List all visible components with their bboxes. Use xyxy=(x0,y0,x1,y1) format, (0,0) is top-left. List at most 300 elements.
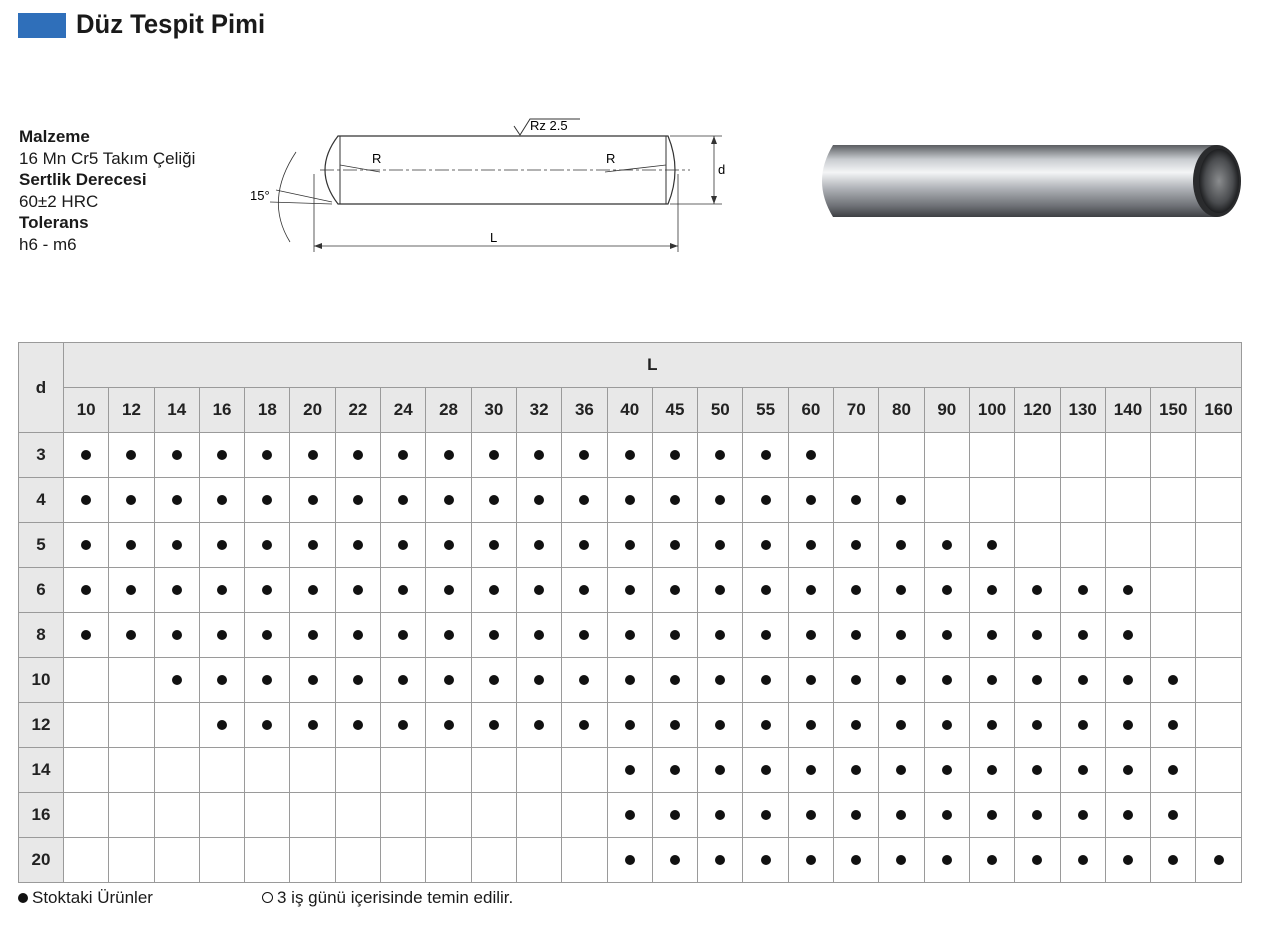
availability-cell xyxy=(924,748,969,793)
availability-cell xyxy=(743,568,788,613)
availability-cell xyxy=(154,523,199,568)
diameter-cell: 6 xyxy=(19,568,64,613)
in-stock-dot-icon xyxy=(1032,585,1042,595)
availability-cell xyxy=(1060,793,1105,838)
availability-cell xyxy=(607,703,652,748)
availability-cell xyxy=(245,658,290,703)
availability-cell xyxy=(516,433,561,478)
availability-cell xyxy=(381,793,426,838)
availability-cell xyxy=(154,613,199,658)
availability-cell xyxy=(1015,703,1060,748)
in-stock-dot-icon xyxy=(489,630,499,640)
in-stock-dot-icon xyxy=(81,585,91,595)
availability-cell xyxy=(607,838,652,883)
in-stock-dot-icon xyxy=(308,720,318,730)
availability-cell xyxy=(381,568,426,613)
availability-cell xyxy=(1105,613,1150,658)
length-header: 90 xyxy=(924,388,969,433)
length-header: 140 xyxy=(1105,388,1150,433)
in-stock-dot-icon xyxy=(1032,810,1042,820)
availability-cell xyxy=(516,523,561,568)
availability-cell xyxy=(335,658,380,703)
in-stock-dot-icon xyxy=(987,720,997,730)
availability-cell xyxy=(154,748,199,793)
in-stock-dot-icon xyxy=(670,450,680,460)
availability-cell xyxy=(109,433,154,478)
availability-cell xyxy=(969,703,1014,748)
availability-cell xyxy=(1196,703,1241,748)
availability-cell xyxy=(199,838,244,883)
availability-cell xyxy=(1105,838,1150,883)
availability-cell xyxy=(834,523,879,568)
availability-cell xyxy=(969,613,1014,658)
in-stock-dot-icon xyxy=(172,495,182,505)
in-stock-dot-icon xyxy=(715,810,725,820)
technical-drawing xyxy=(240,110,740,260)
availability-cell xyxy=(335,523,380,568)
availability-cell xyxy=(516,703,561,748)
in-stock-dot-icon xyxy=(625,585,635,595)
in-stock-dot-icon xyxy=(308,585,318,595)
in-stock-dot-icon xyxy=(217,495,227,505)
availability-cell xyxy=(471,793,516,838)
availability-cell xyxy=(969,793,1014,838)
availability-cell xyxy=(1151,478,1196,523)
availability-cell xyxy=(879,613,924,658)
availability-cell xyxy=(1196,568,1241,613)
in-stock-dot-icon xyxy=(851,855,861,865)
availability-cell xyxy=(562,838,607,883)
availability-cell xyxy=(562,703,607,748)
availability-cell xyxy=(426,433,471,478)
availability-cell xyxy=(335,613,380,658)
diameter-label: d xyxy=(718,162,726,177)
availability-cell xyxy=(834,658,879,703)
availability-cell xyxy=(879,748,924,793)
diameter-cell: 16 xyxy=(19,793,64,838)
availability-cell xyxy=(652,838,697,883)
in-stock-dot-icon xyxy=(896,585,906,595)
in-stock-dot-icon xyxy=(987,540,997,550)
length-header: 24 xyxy=(381,388,426,433)
availability-cell xyxy=(607,748,652,793)
in-stock-dot-icon xyxy=(126,585,136,595)
availability-cell xyxy=(199,433,244,478)
availability-cell xyxy=(788,613,833,658)
availability-cell xyxy=(290,433,335,478)
availability-cell xyxy=(788,568,833,613)
availability-cell xyxy=(335,433,380,478)
availability-cell xyxy=(64,838,109,883)
d-column-header: d xyxy=(19,343,64,433)
availability-cell xyxy=(969,433,1014,478)
availability-cell xyxy=(1151,658,1196,703)
availability-cell xyxy=(1151,748,1196,793)
availability-cell xyxy=(743,748,788,793)
in-stock-dot-icon xyxy=(444,450,454,460)
in-stock-dot-icon xyxy=(761,450,771,460)
availability-cell xyxy=(924,478,969,523)
in-stock-dot-icon xyxy=(761,765,771,775)
length-header: 36 xyxy=(562,388,607,433)
in-stock-dot-icon xyxy=(81,540,91,550)
availability-cell xyxy=(698,703,743,748)
availability-cell xyxy=(245,433,290,478)
in-stock-dot-icon xyxy=(715,855,725,865)
availability-cell xyxy=(788,838,833,883)
availability-cell xyxy=(834,838,879,883)
availability-cell xyxy=(924,838,969,883)
in-stock-dot-icon xyxy=(1123,810,1133,820)
in-stock-dot-icon xyxy=(444,630,454,640)
availability-cell xyxy=(109,478,154,523)
in-stock-dot-icon xyxy=(896,855,906,865)
in-stock-dot-icon xyxy=(308,450,318,460)
availability-cell xyxy=(1151,613,1196,658)
in-stock-dot-icon xyxy=(444,585,454,595)
in-stock-dot-icon xyxy=(896,720,906,730)
availability-cell xyxy=(471,658,516,703)
availability-cell xyxy=(562,433,607,478)
in-stock-dot-icon xyxy=(896,630,906,640)
availability-cell xyxy=(1105,748,1150,793)
availability-cell xyxy=(1105,703,1150,748)
length-header: 10 xyxy=(64,388,109,433)
availability-cell xyxy=(698,568,743,613)
availability-cell xyxy=(879,433,924,478)
in-stock-dot-icon xyxy=(670,855,680,865)
title-accent-block xyxy=(18,13,66,38)
availability-cell xyxy=(698,658,743,703)
availability-cell xyxy=(1196,658,1241,703)
spec-value-hardness: 60±2 HRC xyxy=(19,191,99,211)
in-stock-dot-icon xyxy=(896,495,906,505)
in-stock-dot-icon xyxy=(625,675,635,685)
availability-cell xyxy=(834,703,879,748)
in-stock-dot-icon xyxy=(851,585,861,595)
diameter-cell: 5 xyxy=(19,523,64,568)
diameter-cell: 8 xyxy=(19,613,64,658)
availability-cell xyxy=(1105,523,1150,568)
in-stock-dot-icon xyxy=(761,630,771,640)
availability-cell xyxy=(245,613,290,658)
in-stock-dot-icon xyxy=(1032,675,1042,685)
availability-cell xyxy=(743,703,788,748)
in-stock-dot-icon xyxy=(308,540,318,550)
in-stock-dot-icon xyxy=(217,630,227,640)
availability-cell xyxy=(1015,433,1060,478)
in-stock-dot-icon xyxy=(625,495,635,505)
availability-cell xyxy=(1015,748,1060,793)
in-stock-dot-icon xyxy=(806,810,816,820)
availability-cell xyxy=(290,613,335,658)
availability-cell xyxy=(652,568,697,613)
availability-cell xyxy=(834,433,879,478)
in-stock-dot-icon xyxy=(715,630,725,640)
in-stock-dot-icon xyxy=(579,450,589,460)
availability-cell xyxy=(698,838,743,883)
availability-cell xyxy=(1151,523,1196,568)
availability-cell xyxy=(199,568,244,613)
availability-cell xyxy=(245,748,290,793)
in-stock-dot-icon xyxy=(262,450,272,460)
in-stock-dot-icon xyxy=(987,675,997,685)
availability-cell xyxy=(1105,433,1150,478)
length-header: 40 xyxy=(607,388,652,433)
in-stock-dot-icon xyxy=(715,540,725,550)
in-stock-dot-icon xyxy=(670,540,680,550)
in-stock-dot-icon xyxy=(534,585,544,595)
in-stock-dot-icon xyxy=(398,540,408,550)
availability-cell xyxy=(698,613,743,658)
availability-cell xyxy=(788,793,833,838)
in-stock-dot-icon xyxy=(172,540,182,550)
in-stock-dot-icon xyxy=(715,675,725,685)
availability-cell xyxy=(1105,478,1150,523)
in-stock-dot-icon xyxy=(534,630,544,640)
availability-cell xyxy=(562,613,607,658)
table-row xyxy=(19,478,1242,523)
spec-label-tolerance: Tolerans xyxy=(19,213,89,232)
in-stock-dot-icon xyxy=(1032,630,1042,640)
availability-cell xyxy=(516,613,561,658)
length-header: 18 xyxy=(245,388,290,433)
availability-cell xyxy=(109,658,154,703)
in-stock-dot-icon xyxy=(579,495,589,505)
availability-cell xyxy=(516,793,561,838)
length-header: 22 xyxy=(335,388,380,433)
availability-cell xyxy=(199,523,244,568)
in-stock-dot-icon xyxy=(217,585,227,595)
availability-cell xyxy=(199,658,244,703)
in-stock-dot-icon xyxy=(1078,720,1088,730)
availability-cell xyxy=(743,658,788,703)
availability-cell xyxy=(788,748,833,793)
availability-cell xyxy=(516,838,561,883)
in-stock-dot-icon xyxy=(398,675,408,685)
availability-cell xyxy=(64,433,109,478)
availability-cell xyxy=(1196,433,1241,478)
in-stock-dot-icon xyxy=(444,675,454,685)
availability-cell xyxy=(1015,658,1060,703)
availability-cell xyxy=(245,523,290,568)
length-header: 32 xyxy=(516,388,561,433)
in-stock-dot-icon xyxy=(534,450,544,460)
availability-cell xyxy=(64,703,109,748)
availability-cell xyxy=(1015,613,1060,658)
in-stock-dot-icon xyxy=(670,495,680,505)
availability-cell xyxy=(1196,838,1241,883)
in-stock-dot-icon xyxy=(1078,675,1088,685)
in-stock-dot-icon xyxy=(1032,720,1042,730)
in-stock-dot-icon xyxy=(851,675,861,685)
in-stock-dot-icon xyxy=(262,495,272,505)
in-stock-dot-icon xyxy=(1123,585,1133,595)
availability-cell xyxy=(1151,793,1196,838)
availability-cell xyxy=(381,748,426,793)
length-header: 14 xyxy=(154,388,199,433)
availability-cell xyxy=(788,478,833,523)
availability-cell xyxy=(607,793,652,838)
availability-cell xyxy=(245,478,290,523)
table-row xyxy=(19,793,1242,838)
in-stock-dot-icon xyxy=(761,585,771,595)
in-stock-dot-icon xyxy=(670,675,680,685)
in-stock-dot-icon xyxy=(308,630,318,640)
in-stock-dot-icon xyxy=(851,495,861,505)
availability-cell xyxy=(743,613,788,658)
in-stock-dot-icon xyxy=(1168,855,1178,865)
in-stock-dot-icon xyxy=(126,450,136,460)
availability-cell xyxy=(1060,478,1105,523)
in-stock-dot-icon xyxy=(896,810,906,820)
in-stock-dot-icon xyxy=(625,630,635,640)
in-stock-dot-icon xyxy=(353,495,363,505)
length-header: 150 xyxy=(1151,388,1196,433)
angle-label: 15° xyxy=(250,188,270,203)
in-stock-dot-icon xyxy=(398,495,408,505)
availability-cell xyxy=(381,433,426,478)
specifications xyxy=(19,126,195,255)
in-stock-dot-icon xyxy=(1168,720,1178,730)
in-stock-dot-icon xyxy=(1168,765,1178,775)
availability-cell xyxy=(426,838,471,883)
availability-cell xyxy=(1060,703,1105,748)
availability-cell xyxy=(199,748,244,793)
in-stock-dot-icon xyxy=(534,720,544,730)
in-stock-dot-icon xyxy=(761,675,771,685)
availability-cell xyxy=(879,478,924,523)
in-stock-dot-icon xyxy=(806,495,816,505)
in-stock-dot-icon xyxy=(942,630,952,640)
availability-cell xyxy=(290,478,335,523)
in-stock-dot-icon xyxy=(761,540,771,550)
table-row xyxy=(19,433,1242,478)
availability-cell xyxy=(1060,658,1105,703)
in-stock-dot-icon xyxy=(217,450,227,460)
in-stock-dot-icon xyxy=(942,585,952,595)
length-header: 70 xyxy=(834,388,879,433)
availability-cell xyxy=(1060,433,1105,478)
length-header: 60 xyxy=(788,388,833,433)
in-stock-dot-icon xyxy=(262,675,272,685)
availability-cell xyxy=(1060,838,1105,883)
open-dot-icon xyxy=(262,892,273,903)
availability-cell xyxy=(788,523,833,568)
availability-cell xyxy=(924,613,969,658)
availability-cell xyxy=(290,523,335,568)
availability-cell xyxy=(109,838,154,883)
availability-cell xyxy=(1196,793,1241,838)
availability-cell xyxy=(562,478,607,523)
table-row xyxy=(19,613,1242,658)
length-header: 50 xyxy=(698,388,743,433)
availability-cell xyxy=(924,703,969,748)
length-header: 130 xyxy=(1060,388,1105,433)
availability-cell xyxy=(652,658,697,703)
in-stock-dot-icon xyxy=(715,495,725,505)
availability-cell xyxy=(516,478,561,523)
in-stock-dot-icon xyxy=(670,585,680,595)
availability-cell xyxy=(426,478,471,523)
availability-cell xyxy=(1015,478,1060,523)
in-stock-dot-icon xyxy=(308,495,318,505)
availability-cell xyxy=(1196,523,1241,568)
filled-dot-icon xyxy=(18,893,28,903)
availability-cell xyxy=(154,568,199,613)
spec-value-material: 16 Mn Cr5 Takım Çeliği xyxy=(19,148,196,168)
availability-cell xyxy=(562,658,607,703)
in-stock-dot-icon xyxy=(1123,765,1133,775)
availability-cell xyxy=(381,478,426,523)
in-stock-dot-icon xyxy=(172,450,182,460)
in-stock-dot-icon xyxy=(1032,765,1042,775)
availability-cell xyxy=(381,523,426,568)
dimension-table xyxy=(18,342,1242,883)
in-stock-dot-icon xyxy=(579,675,589,685)
in-stock-dot-icon xyxy=(262,720,272,730)
in-stock-dot-icon xyxy=(1168,675,1178,685)
availability-cell xyxy=(1060,523,1105,568)
availability-cell xyxy=(969,658,1014,703)
length-header: 12 xyxy=(109,388,154,433)
in-stock-dot-icon xyxy=(715,450,725,460)
availability-cell xyxy=(64,613,109,658)
in-stock-dot-icon xyxy=(353,585,363,595)
in-stock-dot-icon xyxy=(353,675,363,685)
availability-cell xyxy=(381,658,426,703)
in-stock-dot-icon xyxy=(806,765,816,775)
in-stock-dot-icon xyxy=(217,540,227,550)
in-stock-dot-icon xyxy=(1078,630,1088,640)
availability-cell xyxy=(154,793,199,838)
availability-cell xyxy=(516,658,561,703)
in-stock-dot-icon xyxy=(262,540,272,550)
in-stock-dot-icon xyxy=(761,720,771,730)
availability-cell xyxy=(335,793,380,838)
availability-cell xyxy=(652,613,697,658)
diameter-cell: 3 xyxy=(19,433,64,478)
availability-cell xyxy=(698,523,743,568)
availability-cell xyxy=(1151,703,1196,748)
availability-cell xyxy=(562,568,607,613)
availability-cell xyxy=(969,838,1014,883)
availability-cell xyxy=(1151,568,1196,613)
in-stock-dot-icon xyxy=(806,540,816,550)
availability-cell xyxy=(426,748,471,793)
availability-cell xyxy=(64,793,109,838)
availability-cell xyxy=(64,478,109,523)
availability-cell xyxy=(788,433,833,478)
availability-cell xyxy=(834,478,879,523)
in-stock-dot-icon xyxy=(942,765,952,775)
availability-cell xyxy=(743,793,788,838)
in-stock-dot-icon xyxy=(942,540,952,550)
roughness-label: Rz 2.5 xyxy=(530,118,568,133)
availability-cell xyxy=(924,523,969,568)
availability-cell xyxy=(335,703,380,748)
in-stock-dot-icon xyxy=(398,585,408,595)
table-row xyxy=(19,703,1242,748)
availability-cell xyxy=(698,793,743,838)
in-stock-dot-icon xyxy=(851,630,861,640)
length-header: 28 xyxy=(426,388,471,433)
availability-cell xyxy=(154,658,199,703)
in-stock-dot-icon xyxy=(444,720,454,730)
in-stock-dot-icon xyxy=(81,495,91,505)
in-stock-dot-icon xyxy=(217,720,227,730)
in-stock-dot-icon xyxy=(715,585,725,595)
